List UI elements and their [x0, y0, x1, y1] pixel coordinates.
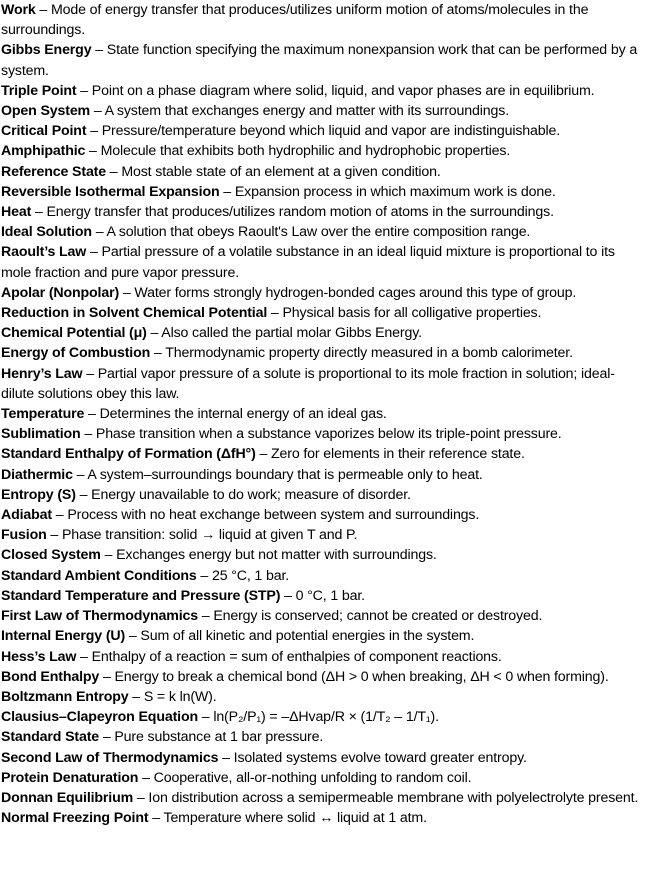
glossary-entry [1, 586, 647, 606]
glossary-definition: Enthalpy of a reaction = sum of enthalpies of component reactions. [91, 648, 502, 665]
term-separator: – [84, 406, 100, 423]
term-separator: – [75, 486, 92, 503]
glossary-definition: Zero for elements in their reference state. [270, 446, 525, 463]
glossary-entry [1, 0, 647, 40]
glossary-definition: Water forms strongly hydrogen-bonded cages around this type of group. [134, 284, 577, 301]
term-separator: – [82, 365, 98, 382]
glossary-entry [1, 465, 647, 485]
term-separator: – [80, 426, 96, 443]
glossary-entry [1, 303, 647, 323]
glossary-entry [1, 626, 647, 646]
term-separator: – [280, 587, 296, 604]
term-separator: – [46, 527, 62, 544]
glossary-term: Reversible Isothermal Expansion [1, 183, 220, 200]
term-separator: – [219, 183, 235, 200]
glossary-term: Standard Temperature and Pressure (STP) [1, 587, 281, 604]
term-separator: – [90, 103, 105, 120]
glossary-entry [1, 424, 647, 444]
glossary-term: Open System [1, 103, 91, 120]
glossary-entry [1, 768, 647, 788]
term-separator: – [218, 749, 234, 766]
glossary-term: Heat [1, 204, 32, 221]
glossary-term: Bond Enthalpy [1, 668, 100, 685]
glossary-term: Closed System [1, 547, 101, 564]
glossary-definition: 0 °C, 1 bar. [295, 587, 365, 604]
glossary-entry [1, 202, 647, 222]
glossary-entry [1, 748, 647, 768]
glossary-definition: A system–surroundings boundary that is permeable only to heat. [87, 466, 483, 483]
glossary-definition: Energy is conserved; cannot be created or destroyed. [213, 608, 543, 625]
glossary-entry [1, 343, 647, 363]
glossary-term: Standard Ambient Conditions [1, 567, 197, 584]
glossary-definition: A solution that obeys Raoult's Law over the entire composition range. [106, 224, 531, 241]
term-separator: – [99, 668, 115, 685]
glossary-definition: Phase transition: solid → liquid at given T and P. [61, 527, 358, 544]
term-separator: – [100, 547, 117, 564]
glossary-definition: 25 °C, 1 bar. [211, 567, 290, 584]
glossary-definition: Exchanges energy but not matter with surroundings. [116, 547, 437, 564]
term-separator: – [51, 507, 68, 524]
glossary-term: Sublimation [1, 426, 81, 443]
term-separator: – [197, 709, 214, 726]
glossary-definition: Most stable state of an element at a given condition. [121, 163, 441, 180]
glossary-definition: A system that exchanges energy and matter with its surroundings. [104, 103, 509, 120]
term-separator: – [31, 204, 47, 221]
glossary-entry [1, 364, 647, 404]
glossary-definition: Energy transfer that produces/utilizes random motion of atoms in the surroundings. [46, 204, 554, 221]
glossary-definition: Process with no heat exchange between system and surroundings. [67, 507, 480, 524]
term-separator: – [138, 769, 154, 786]
term-separator: – [146, 325, 162, 342]
glossary-entry [1, 121, 647, 141]
glossary-term: Clausius–Clapeyron Equation [1, 709, 198, 726]
glossary-entry [1, 485, 647, 505]
glossary-term: Chemical Potential (μ) [1, 325, 147, 342]
glossary-definition: Also called the partial molar Gibbs Energy. [161, 325, 422, 342]
glossary-entry [1, 162, 647, 182]
term-separator: – [99, 729, 115, 746]
glossary-term: Raoult’s Law [1, 244, 87, 261]
glossary-entry [1, 101, 647, 121]
glossary-entry [1, 222, 647, 242]
glossary-term: Work [1, 2, 36, 18]
glossary-definition: Molecule that exhibits both hydrophilic and hydrophobic properties. [100, 143, 511, 160]
glossary-entry [1, 788, 647, 808]
glossary-definition: ln(P₂/P₁) = –ΔHvap/R × (1/T₂ – 1/T₁). [213, 709, 439, 726]
glossary-definition: Energy unavailable to do work; measure of disorder. [91, 486, 411, 503]
glossary-term: Hess’s Law [1, 648, 77, 665]
glossary-term: Triple Point [1, 82, 77, 99]
term-separator: – [91, 42, 107, 59]
glossary-term: Protein Denaturation [1, 769, 139, 786]
glossary-entry [1, 283, 647, 303]
glossary-definition: Sum of all kinetic and potential energies in the system. [140, 628, 475, 645]
glossary-definition: Point on a phase diagram where solid, liquid, and vapor phases are in equilibrium. [91, 82, 595, 99]
term-separator: – [106, 163, 122, 180]
glossary-term: Fusion [1, 527, 47, 544]
glossary-definition: Mode of energy transfer that produces/utilizes uniform motion of atoms/molecules in the surroundings. [1, 2, 589, 39]
glossary-term: Standard State [1, 729, 100, 746]
term-separator: – [255, 446, 271, 463]
glossary-term: Ideal Solution [1, 224, 92, 241]
glossary-definition: Phase transition when a substance vaporizes below its triple-point pressure. [95, 426, 562, 443]
glossary-term: Normal Freezing Point [1, 810, 149, 827]
glossary-definition: Cooperative, all-or-nothing unfolding to random coil. [153, 769, 472, 786]
glossary-term: Second Law of Thermodynamics [1, 749, 219, 766]
glossary-entry [1, 40, 647, 80]
glossary-definition: Thermodynamic property directly measured in a bomb calorimeter. [165, 345, 573, 362]
glossary-entry [1, 667, 647, 687]
term-separator: – [76, 648, 92, 665]
glossary-entry [1, 808, 647, 828]
term-separator: – [133, 789, 149, 806]
term-separator: – [86, 244, 102, 261]
glossary-entry [1, 525, 647, 545]
glossary-term: First Law of Thermodynamics [1, 608, 198, 625]
term-separator: – [128, 688, 144, 705]
glossary-entry [1, 323, 647, 343]
glossary-entry [1, 242, 647, 282]
glossary-entry [1, 545, 647, 565]
glossary-definition: Expansion process in which maximum work is done. [234, 183, 556, 200]
glossary-definition: Partial pressure of a volatile substance in an ideal liquid mixture is proportional to its mole fraction and pure vapor pressure. [1, 244, 615, 281]
term-separator: – [86, 123, 102, 140]
glossary-definition: Partial vapor pressure of a solute is proportional to its mole fraction in solution; ideal-dilute solutions obey this law. [1, 365, 615, 402]
glossary-term: Boltzmann Entropy [1, 688, 129, 705]
glossary-definition: Ion distribution across a semipermeable membrane with polyelectrolyte present. [148, 789, 639, 806]
term-separator: – [91, 224, 107, 241]
glossary-term: Diathermic [1, 466, 73, 483]
glossary-term: Apolar (Nonpolar) [1, 284, 120, 301]
term-separator: – [150, 345, 166, 362]
glossary-entry [1, 727, 647, 747]
glossary-entry [1, 444, 647, 464]
glossary-term: Reduction in Solvent Chemical Potential [1, 305, 268, 322]
glossary-definition: Pressure/temperature beyond which liquid and vapor are indistinguishable. [101, 123, 561, 140]
glossary-entry [1, 182, 647, 202]
glossary-definition: Isolated systems evolve toward greater entropy. [233, 749, 527, 766]
glossary-entry [1, 707, 647, 727]
term-separator: – [119, 284, 135, 301]
glossary-entry [1, 404, 647, 424]
term-separator: – [85, 143, 101, 160]
glossary-term: Internal Energy (U) [1, 628, 126, 645]
glossary-term: Adiabat [1, 507, 52, 524]
glossary-definition: Determines the internal energy of an ideal gas. [99, 406, 387, 423]
glossary-term: Gibbs Energy [1, 42, 92, 59]
glossary-definition: Energy to break a chemical bond (ΔH > 0 when breaking, ΔH < 0 when forming). [114, 668, 609, 685]
term-separator: – [125, 628, 141, 645]
glossary-term: Amphipathic [1, 143, 86, 160]
glossary-entry [1, 81, 647, 101]
glossary-definition: S = k ln(W). [143, 688, 217, 705]
term-separator: – [76, 82, 92, 99]
glossary-entry [1, 606, 647, 626]
glossary-definition: Physical basis for all colligative properties. [282, 305, 542, 322]
glossary-definition: State function specifying the maximum nonexpansion work that can be performed by a system. [1, 42, 638, 79]
glossary-term: Henry’s Law [1, 365, 83, 382]
glossary-term: Donnan Equilibrium [1, 789, 134, 806]
glossary-entry [1, 566, 647, 586]
term-separator: – [148, 810, 164, 827]
glossary-entry [1, 687, 647, 707]
glossary-term: Entropy (S) [1, 486, 76, 503]
glossary-entry [1, 505, 647, 525]
term-separator: – [267, 305, 283, 322]
glossary-term: Standard Enthalpy of Formation (ΔfH°) [1, 446, 256, 463]
glossary-entry [1, 141, 647, 161]
glossary-definition: Temperature where solid ↔ liquid at 1 atm. [163, 810, 427, 827]
glossary-term: Reference State [1, 163, 106, 180]
glossary-entry [1, 647, 647, 667]
glossary-term: Critical Point [1, 123, 87, 140]
term-separator: – [72, 466, 88, 483]
term-separator: – [196, 567, 212, 584]
glossary-definition: Pure substance at 1 bar pressure. [114, 729, 324, 746]
glossary-term: Energy of Combustion [1, 345, 151, 362]
term-separator: – [197, 608, 214, 625]
term-separator: – [35, 2, 51, 18]
glossary-term: Temperature [1, 406, 85, 423]
